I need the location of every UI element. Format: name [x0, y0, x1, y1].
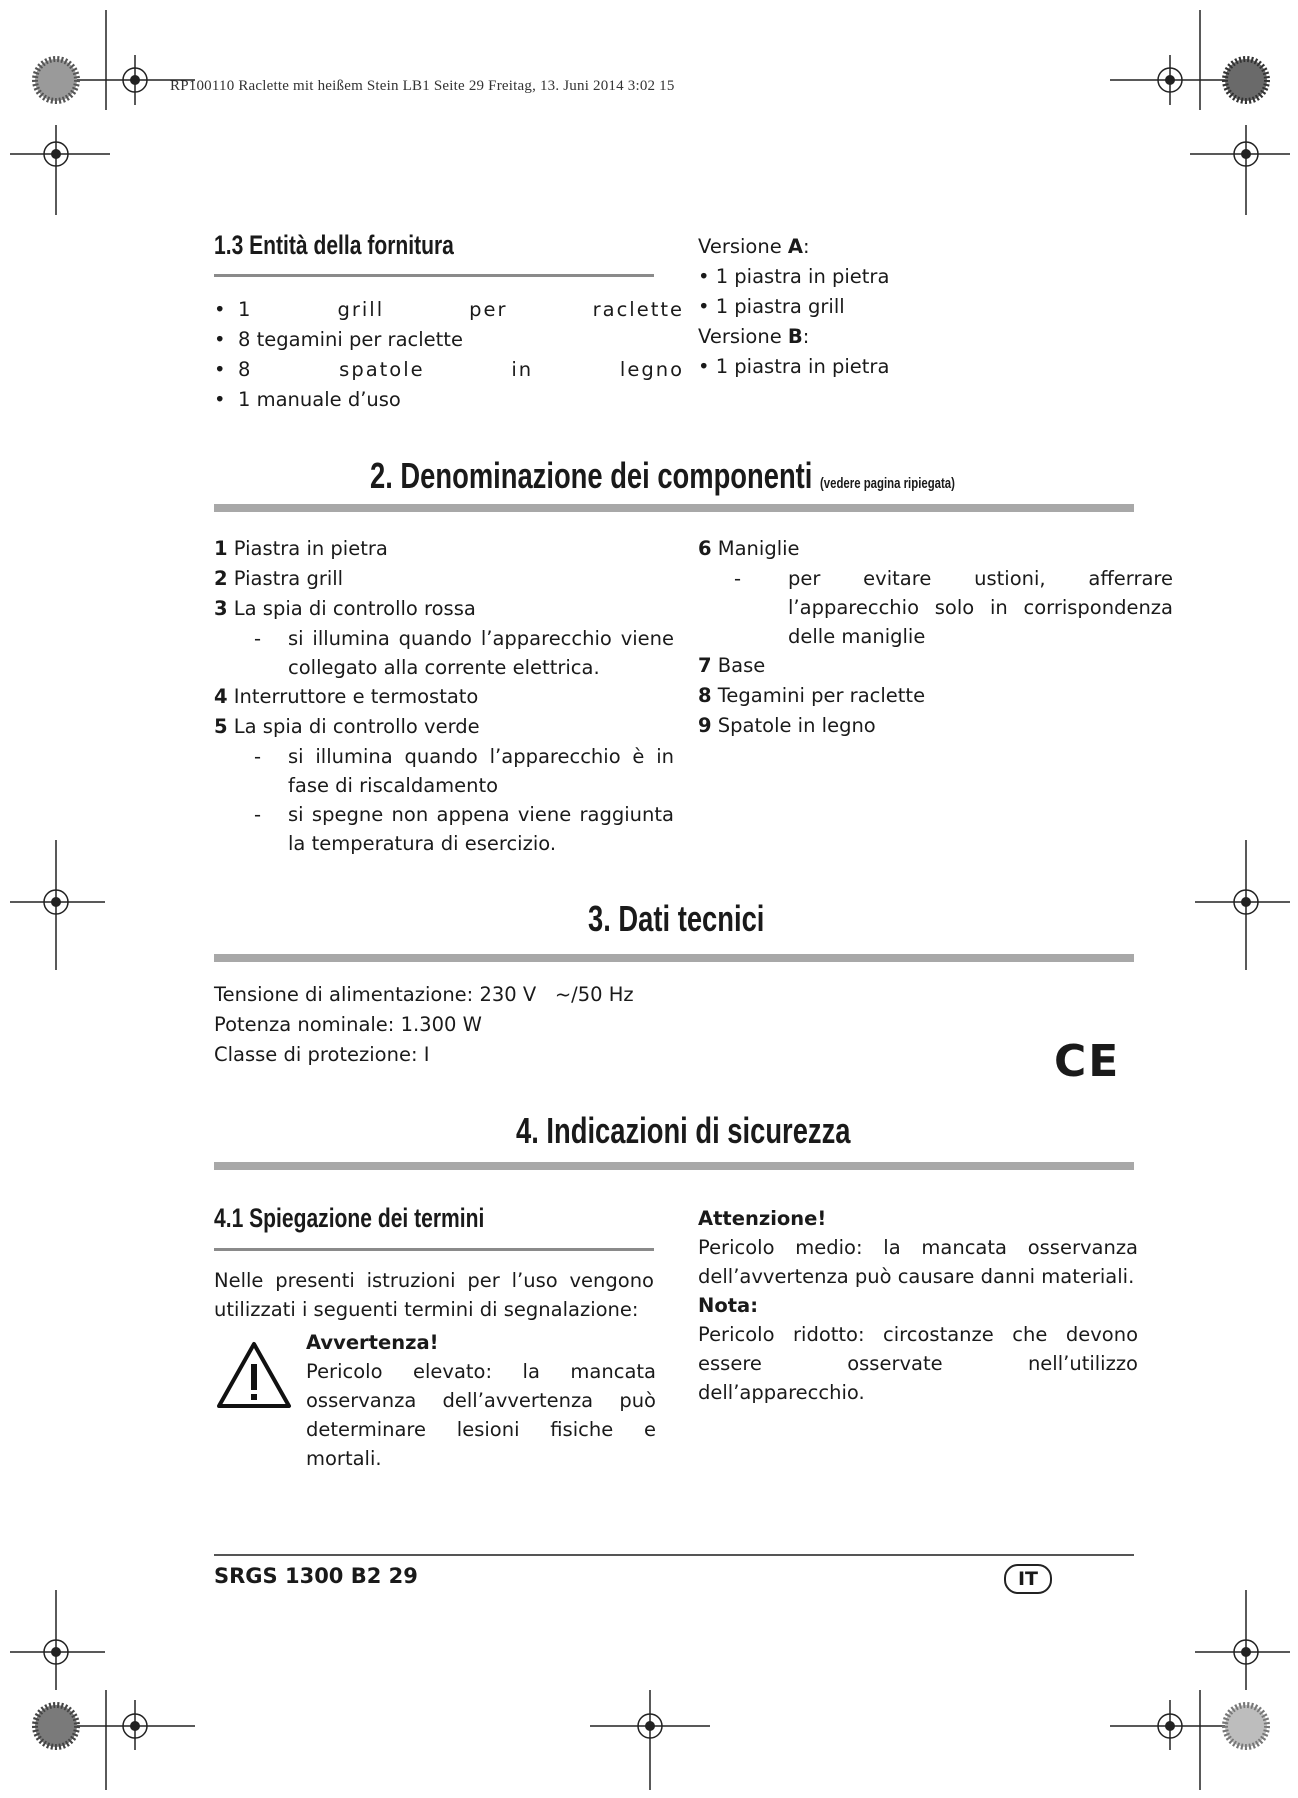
component-item: 8 Tegamini per raclette [698, 684, 926, 707]
warning-block [306, 1328, 656, 1473]
list-item: • 1 piastra in pietra [698, 355, 890, 378]
component-subnote: - si illumina quando l’apparecchio viene collegato alla corrente elettrica. [254, 627, 674, 679]
section-4-rule [214, 1162, 1134, 1170]
warning-title: Avvertenza! [306, 1331, 439, 1354]
delivery-list [214, 295, 684, 415]
component-item: 5 La spia di controllo verde [214, 715, 480, 738]
caution-title: Attenzione! [698, 1207, 827, 1230]
list-item: • 8 tegamini per raclette [214, 328, 463, 351]
caution-text: Pericolo medio: la mancata osservanza dell’avvertenza può causare danni materiali. [698, 1236, 1138, 1288]
versions-block [698, 232, 998, 382]
warning-text: Pericolo elevato: la mancata osservanza dell’avvertenza può determinare lesioni fisiche e mortali. [306, 1360, 656, 1470]
note-title: Nota: [698, 1294, 758, 1317]
section-4-heading: 4. Indicazioni di sicurezza [516, 1110, 851, 1151]
section-3-heading: 3. Dati tecnici [588, 898, 765, 939]
component-item: 7 Base [698, 654, 766, 677]
signal-terms-intro: Nelle presenti istruzioni per l’uso vengono utilizzati i seguenti termini di segnalazione: [214, 1269, 654, 1321]
footer-model-page: SRGS 1300 B2 29 [214, 1564, 418, 1588]
technical-data [214, 980, 714, 1070]
components-left [214, 534, 674, 858]
component-item: 6 Maniglie [698, 537, 800, 560]
section-1-3-rule [214, 274, 654, 277]
protection-class-spec: Classe di protezione: I [214, 1043, 430, 1066]
power-spec: Potenza nominale: 1.300 W [214, 1013, 482, 1036]
component-subnote: - si spegne non appena viene raggiunta la temperatura di esercizio. [254, 803, 674, 855]
voltage-spec: Tensione di alimentazione: 230 V ~/50 Hz [214, 983, 634, 1006]
component-item: 2 Piastra grill [214, 567, 344, 590]
version-a-label: Versione A: [698, 235, 810, 258]
version-b-label: Versione B: [698, 325, 810, 348]
components-right [698, 534, 1173, 741]
component-subnote: - per evitare ustioni, afferrare l’apparecchio solo in corrispondenza delle maniglie [734, 567, 1173, 648]
print-header: RP100110 Raclette mit heißem Stein LB1 Seite 29 Freitag, 13. Juni 2014 3:02 15 [170, 78, 675, 94]
component-item: 3 La spia di controllo rossa [214, 597, 476, 620]
component-subnote: - si illumina quando l’apparecchio è in fase di riscaldamento [254, 745, 674, 797]
caution-note-block [698, 1204, 1138, 1407]
list-item: • 1 piastra in pietra [698, 265, 890, 288]
component-item: 1 Piastra in pietra [214, 537, 388, 560]
section-3-rule [214, 954, 1134, 962]
list-item: • 1 piastra grill [698, 295, 845, 318]
language-badge: IT [1004, 1564, 1052, 1594]
section-4-1-heading: 4.1 Spiegazione dei termini [214, 1203, 485, 1233]
component-item: 9 Spatole in legno [698, 714, 876, 737]
footer-rule [214, 1554, 1134, 1556]
section-1-3-heading: 1.3 Entità della fornitura [214, 230, 454, 260]
list-item: • 1 manuale d’uso [214, 388, 401, 411]
list-item: • 8 spatole in legno [214, 358, 684, 381]
section-2-rule [214, 504, 1134, 512]
note-text: Pericolo ridotto: circostanze che devono essere osservate nell’utilizzo dell’apparecchio. [698, 1323, 1138, 1404]
section-4-1-rule [214, 1248, 654, 1251]
warning-triangle-icon [215, 1340, 293, 1410]
component-item: 4 Interruttore e termostato [214, 685, 479, 708]
ce-mark: CE [1054, 1036, 1121, 1087]
list-item: • 1 grill per raclette [214, 298, 684, 321]
section-2-heading: 2. Denominazione dei componenti (vedere pagina ripiegata) [370, 455, 955, 496]
